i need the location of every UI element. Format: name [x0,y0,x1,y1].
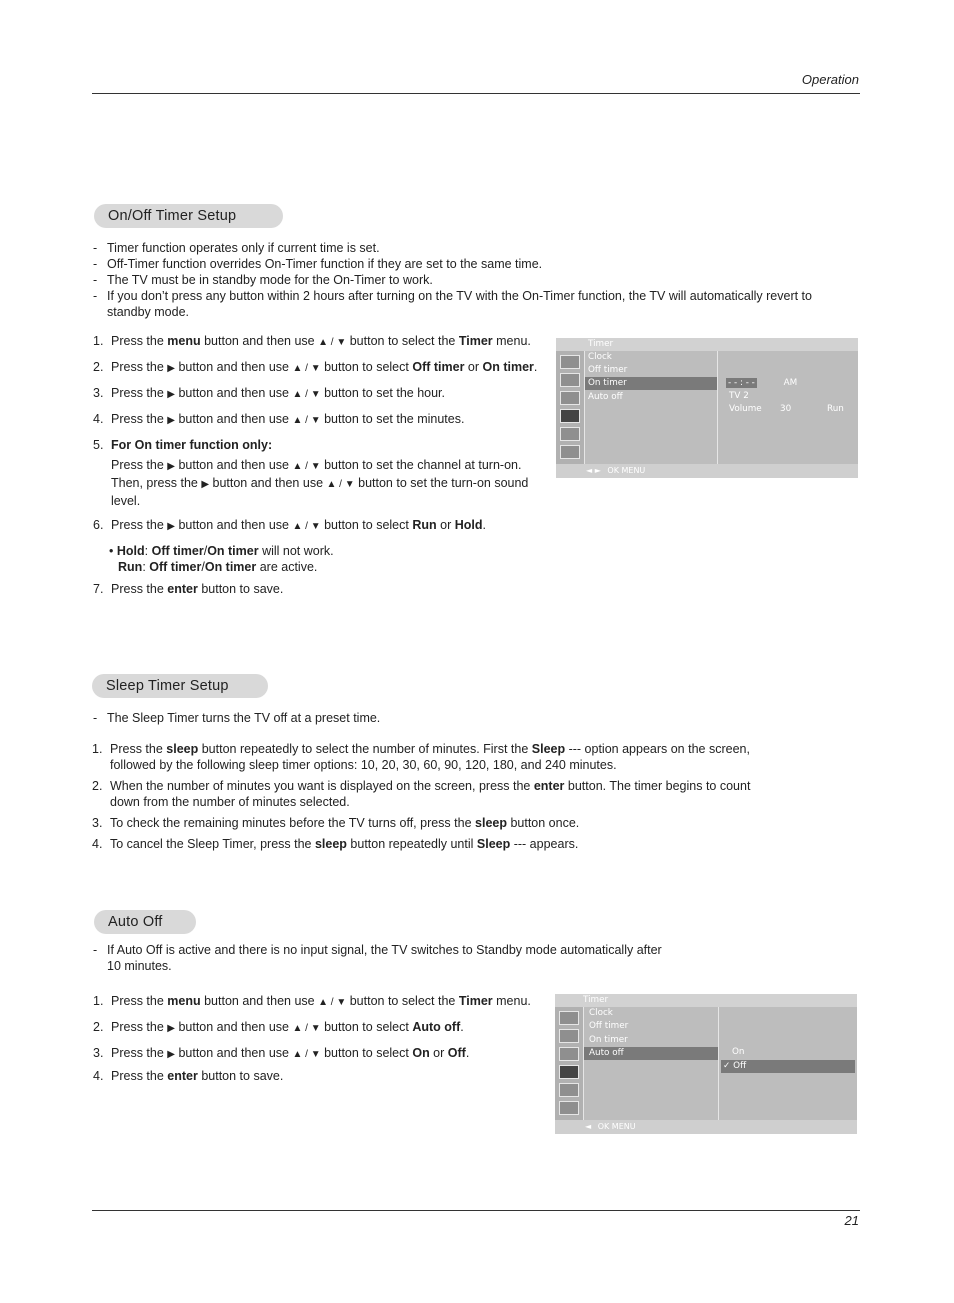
osd-item-off-timer: Off timer [589,1021,629,1031]
sleep-step-3: 3. To check the remaining minutes before the TV turns off, press the sleep button once. [92,816,580,830]
up-arrow-icon: ▲ [292,521,303,532]
osd-item-auto-off: Auto off [588,392,623,402]
up-arrow-icon: ▲ [318,997,328,1008]
osd-bottom-bar: ◄ OK MENU [555,1120,857,1134]
osd-item-auto-off: Auto off [584,1047,718,1060]
sleep-step-2: 2. When the number of minutes you want is displayed on the screen, press the enter button. The timer begins to count down from the number of minutes selected. [92,779,751,809]
osd-icon-column [556,351,585,464]
up-arrow-icon: ▲ [292,415,303,426]
option-icon [559,1083,579,1097]
bullet-icon: • [109,544,114,558]
step-1: 1. Press the menu button and then use ▲ / ▼ button to select the Timer menu. [93,334,531,348]
autooff-steps [93,993,548,1092]
picture-icon [559,1029,579,1043]
autooff-notes [92,942,672,974]
nav-arrows-icon: ◄ ► [586,466,601,475]
input-icon [560,445,580,459]
osd-option-off-selected: ✓ Off [721,1060,855,1073]
down-arrow-icon: ▼ [310,461,321,472]
autooff-osd-menu [555,994,857,1134]
page-number: 21 [844,1213,859,1228]
step-4: 4. Press the ▶ button and then use ▲ / ▼ button to set the minutes. [93,412,465,426]
osd-volume-value: 30 [780,404,792,414]
osd-sub-column [718,351,858,464]
down-arrow-icon: ▼ [310,1023,321,1034]
input-icon [559,1101,579,1115]
right-arrow-icon: ▶ [167,363,175,374]
osd-title: Timer [555,994,857,1007]
down-arrow-icon: ▼ [336,997,347,1008]
up-arrow-icon: ▲ [326,479,337,490]
note-item: - The TV must be in standby mode for the On-Timer to work. [92,272,812,288]
section-title-autooff: Auto Off [94,910,196,934]
right-arrow-icon: ▶ [167,1049,175,1060]
right-arrow-icon: ▶ [167,389,175,400]
footer-rule [92,1210,860,1211]
osd-channel: TV 2 [729,391,749,401]
up-arrow-icon: ▲ [292,389,303,400]
right-arrow-icon: ▶ [201,479,210,490]
sleep-notes [92,710,812,726]
autooff-step-4: 4. Press the enter button to save. [93,1069,284,1083]
running-header: Operation [801,72,859,87]
nav-arrows-icon: ◄ [585,1122,592,1131]
osd-bottom-bar: ◄ ► OK MENU [556,464,858,478]
header-rule [92,93,860,94]
note-item: - The Sleep Timer turns the TV off at a preset time. [92,710,812,726]
onoff-notes [92,240,812,320]
down-arrow-icon: ▼ [310,521,321,532]
sleep-step-4: 4. To cancel the Sleep Timer, press the sleep button repeatedly until Sleep --- appears. [92,837,579,851]
step-5-detail-2: Then, press the ▶ button and then use ▲ / ▼ button to set the turn-on sound level. [111,476,529,508]
timer-osd-menu [556,338,858,478]
sound-icon [560,391,580,405]
step-7: 7. Press the enter button to save. [93,582,284,596]
step-5-detail: Press the ▶ button and then use ▲ / ▼ button to set the channel at turn-on. [111,458,522,472]
up-arrow-icon: ▲ [292,1049,303,1060]
right-arrow-icon: ▶ [167,415,175,426]
osd-item-on-timer: On timer [585,377,717,390]
step-3: 3. Press the ▶ button and then use ▲ / ▼ button to set the hour. [93,386,446,400]
osd-icon-column [555,1007,584,1120]
up-arrow-icon: ▲ [292,1023,303,1034]
down-arrow-icon: ▼ [344,479,355,490]
step-5: 5. For On timer function only: [93,438,273,452]
check-icon: ✓ [723,1061,731,1071]
timer-icon [559,1065,579,1079]
osd-sub-column [719,1007,857,1120]
note-item: - If Auto Off is active and there is no input signal, the TV switches to Standby mode automatically after 10 minutes. [92,942,672,974]
sleep-step-1: 1. Press the sleep button repeatedly to select the number of minutes. First the Sleep --- option appears on the screen, followed by the following sleep timer options: 10, 20, 30, 60, 90, 120, 180, and 240 minutes. [92,742,750,772]
note-item: - Off-Timer function overrides On-Timer function if they are set to the same time. [92,256,812,272]
right-arrow-icon: ▶ [167,1023,175,1034]
osd-ampm: AM [783,378,798,388]
step-6: 6. Press the ▶ button and then use ▲ / ▼ button to select Run or Hold. [93,518,486,532]
osd-item-clock: Clock [589,1008,613,1018]
down-arrow-icon: ▼ [310,415,321,426]
step-2: 2. Press the ▶ button and then use ▲ / ▼ button to select Off timer or On timer. [93,360,538,374]
osd-menu-column [584,1007,719,1120]
option-icon [560,427,580,441]
osd-item-on-timer: On timer [589,1035,628,1045]
osd-title: Timer [556,338,858,351]
osd-item-off-timer: Off timer [588,365,628,375]
onoff-steps [93,333,546,605]
osd-mode: Run [827,404,844,414]
down-arrow-icon: ▼ [310,363,321,374]
autooff-step-2: 2. Press the ▶ button and then use ▲ / ▼ button to select Auto off. [93,1020,464,1034]
osd-menu-column [585,351,718,464]
sound-icon [559,1047,579,1061]
up-arrow-icon: ▲ [292,363,303,374]
osd-volume-label: Volume [729,404,762,414]
timer-icon [560,409,580,423]
hold-run-note: • Hold: Off timer/On timer will not work. Run: Off timer/On timer are active. [109,544,334,574]
osd-option-on: On [732,1047,745,1057]
section-title-onoff: On/Off Timer Setup [94,204,283,228]
down-arrow-icon: ▼ [310,1049,321,1060]
antenna-icon [560,355,580,369]
autooff-step-1: 1. Press the menu button and then use ▲ / ▼ button to select the Timer menu. [93,994,531,1008]
down-arrow-icon: ▼ [310,389,321,400]
up-arrow-icon: ▲ [318,337,328,348]
osd-time: - - : - - [728,378,755,388]
note-item: - Timer function operates only if current time is set. [92,240,812,256]
autooff-step-3: 3. Press the ▶ button and then use ▲ / ▼ button to select On or Off. [93,1046,470,1060]
up-arrow-icon: ▲ [292,461,303,472]
note-item: - If you don’t press any button within 2 hours after turning on the TV with the On-Timer function, the TV will automatically revert to standby mode. [92,288,812,320]
sleep-steps [92,741,757,860]
right-arrow-icon: ▶ [167,461,175,472]
down-arrow-icon: ▼ [336,337,347,348]
section-title-sleep: Sleep Timer Setup [92,674,268,698]
osd-item-clock: Clock [588,352,612,362]
antenna-icon [559,1011,579,1025]
picture-icon [560,373,580,387]
right-arrow-icon: ▶ [167,521,175,532]
